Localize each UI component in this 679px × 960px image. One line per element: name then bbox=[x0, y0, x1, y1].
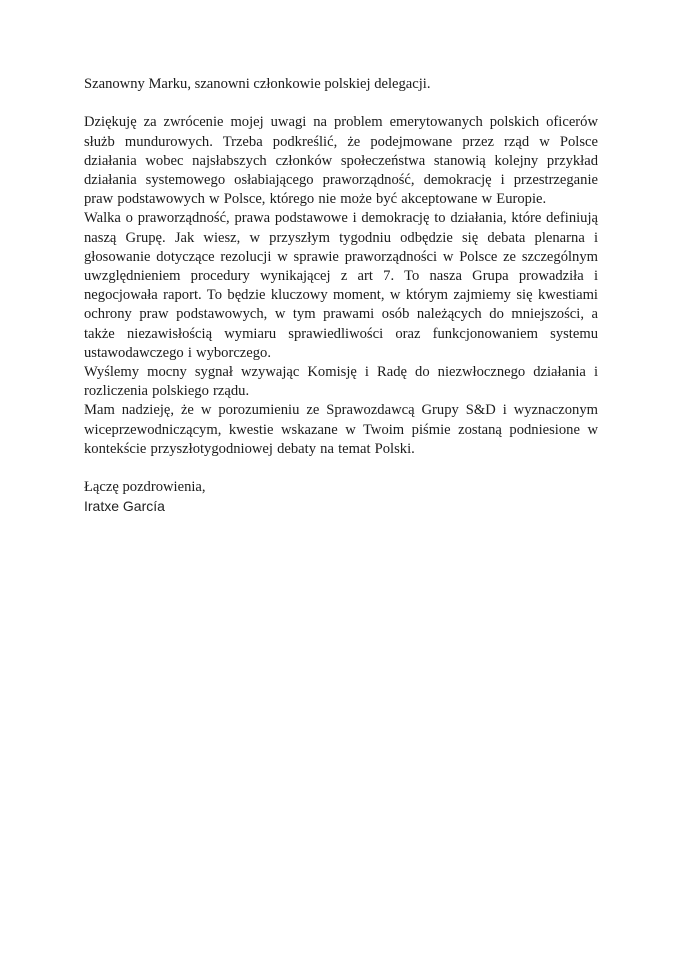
letter-paragraph-1: Dziękuję za zwrócenie mojej uwagi na problem emerytowanych polskich oficerów służb mundurowych. Trzeba podkreślić, że podejmowane przez rząd w Polsce działania wobec najsłabszych członków społeczeństwa stanowią kolejny przykład działania systemowego osłabiającego praworządność, demokrację i przestrzeganie praw podstawowych w Polsce, którego nie może być akceptowane w Europie. bbox=[84, 114, 598, 208]
letter-salutation: Szanowny Marku, szanowni członkowie polskiej delegacji. bbox=[84, 76, 431, 92]
letter-closing: Łączę pozdrowienia, bbox=[84, 479, 206, 496]
letter-signature: Iratxe García bbox=[84, 498, 165, 515]
letter-paragraph-4: Mam nadzieję, że w porozumieniu ze Sprawozdawcą Grupy S&D i wyznaczonym wiceprzewodniczącym, kwestie wskazane w Twoim piśmie zostaną podniesione w kontekście przyszłotygodniowej debaty na temat Polski. bbox=[84, 402, 598, 457]
letter-paragraph-3: Wyślemy mocny sygnał wzywając Komisję i Radę do niezwłocznego działania i rozliczenia polskiego rządu. bbox=[84, 364, 598, 400]
letter-paragraph-2: Walka o praworządność, prawa podstawowe i demokrację to działania, które definiują naszą Grupę. Jak wiesz, w przyszłym tygodniu odbędzie się debata plenarna i głosowanie dotyczące rezolucji w sprawie praworządności w Polsce ze szczególnym uwzględnieniem procedury wynikającej z art 7. To nasza Grupa prowadziła i negocjowała raport. To będzie kluczowy moment, w którym zajmiemy się kwestiami ochrony praw podstawowych, w tym prawami osób należących do mniejszości, a także niezawisłością wymiaru sprawiedliwości oraz funkcjonowaniem systemu ustawodawczego i wyborczego. bbox=[84, 210, 598, 361]
letter-body bbox=[84, 75, 598, 517]
